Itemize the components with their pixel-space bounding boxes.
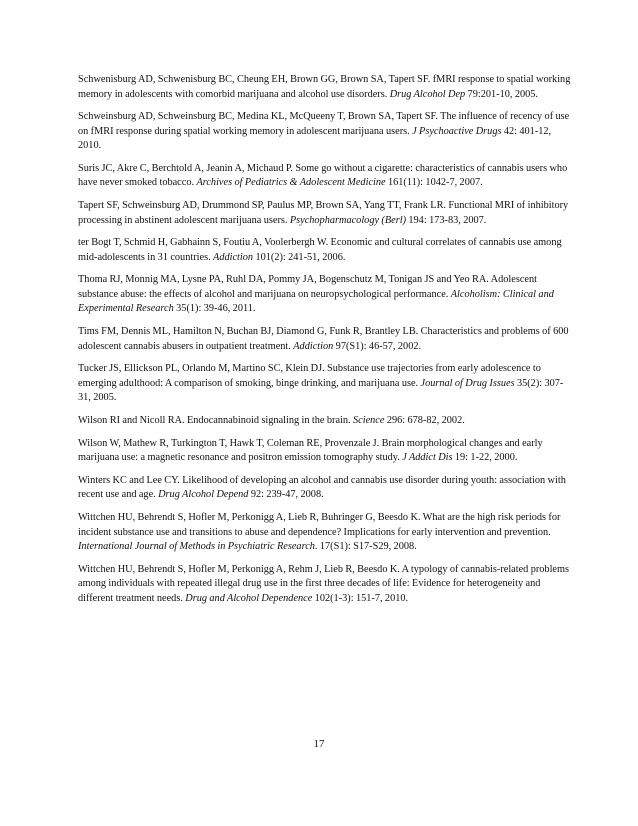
- reference-citation: 79:201-10, 2005.: [465, 88, 539, 100]
- page-number: 17: [313, 738, 325, 750]
- reference-journal: Addiction: [293, 340, 334, 352]
- reference-journal: Alcoholism: Clinical and Experimental Research: [78, 288, 554, 315]
- reference-authors: Wittchen HU, Behrendt S, Hofler M, Perkonigg A, Lieb R, Buhringer G, Beesdo K.: [78, 512, 421, 524]
- reference-citation: . 17(S1): S17-S29, 2008.: [314, 541, 417, 553]
- reference-citation: 35(1): 39-46, 2011.: [173, 303, 256, 315]
- reference-authors: Tims FM, Dennis ML, Hamilton N, Buchan BJ, Diamond G, Funk R, Brantley LB.: [78, 326, 419, 338]
- reference-authors: Winters KC and Lee CY.: [78, 474, 180, 486]
- reference-title: Substance use trajectories from early adolescence to emerging adulthood: A comparison of smoking, binge drinking, and marijuana use.: [78, 363, 541, 389]
- reference-entry: [78, 236, 573, 265]
- reference-entry: [78, 563, 573, 607]
- reference-journal: J Psychoactive Drugs: [412, 125, 502, 137]
- reference-authors: Wilson RI and Nicoll RA.: [78, 415, 185, 426]
- reference-title: fMRI response to spatial working memory in adolescents with comorbid marijuana and alcohol use disorders.: [78, 74, 571, 100]
- reference-entry: [78, 325, 573, 354]
- reference-citation: 296: 678-82, 2002.: [384, 415, 465, 426]
- reference-title: Endocannabinoid signaling in the brain.: [184, 415, 353, 426]
- reference-authors: Schwenisburg AD, Schwenisburg BC, Cheung EH, Brown GG, Brown SA, Tapert SF.: [78, 74, 431, 85]
- reference-journal: International Journal of Methods in Psychiatric Research: [78, 541, 315, 553]
- reference-entry: [78, 162, 573, 191]
- reference-citation: 97(S1): 46-57, 2002.: [333, 340, 422, 352]
- reference-title: Adolescent substance abuse: the effects of alcohol and marijuana on neuropsychological performance.: [78, 274, 537, 300]
- reference-title: What are the high risk periods for incident substance use and transitions to abuse and dependence? Implications for early intervention and prevention.: [78, 512, 561, 538]
- reference-entry: [78, 73, 573, 102]
- reference-list: [78, 73, 573, 614]
- reference-journal: Journal of Drug Issues: [420, 377, 515, 389]
- reference-citation: 161(11): 1042-7, 2007.: [385, 177, 483, 189]
- reference-title: A typology of cannabis-related problems among individuals with repeated illegal drug use in the first three decades of life: Evidence for heterogeneity and different treatment needs.: [78, 563, 570, 604]
- reference-entry: [78, 474, 573, 503]
- reference-journal: J Addict Dis: [402, 452, 453, 464]
- reference-authors: ter Bogt T, Schmid H, Gabhainn S, Foutiu A, Voolerbergh W.: [78, 237, 329, 249]
- reference-title: Economic and cultural correlates of cannabis use among mid-adolescents in 31 countries.: [78, 237, 562, 263]
- reference-title: Some go without a cigarette: characteristics of cannabis users who have never smoked tobacco.: [78, 162, 568, 189]
- reference-title: Brain morphological changes and early marijuana use: a magnetic resonance and positron emission tomography study.: [78, 437, 543, 464]
- reference-citation: 35(2): 307-31, 2005.: [78, 377, 564, 404]
- reference-journal: Drug and Alcohol Dependence: [185, 592, 313, 604]
- reference-citation: 102(1-3): 151-7, 2010.: [312, 592, 409, 604]
- reference-citation: 19: 1-22, 2000.: [452, 452, 518, 464]
- reference-journal: Psychopharmacology (Berl): [289, 214, 407, 226]
- reference-journal: Addiction: [213, 251, 254, 263]
- reference-journal: Drug Alcohol Dep: [389, 88, 466, 100]
- reference-authors: Wilson W, Mathew R, Turkington T, Hawk T, Coleman RE, Provenzale J.: [78, 437, 380, 449]
- reference-entry: [78, 511, 573, 555]
- reference-entry: [78, 437, 573, 466]
- reference-journal: Drug Alcohol Depend: [158, 489, 249, 501]
- reference-authors: Schweinsburg AD, Schweinsburg BC, Medina KL, McQueeny T, Brown SA, Tapert SF.: [78, 111, 438, 123]
- reference-entry: [78, 110, 573, 154]
- reference-citation: 194: 173-83, 2007.: [406, 214, 487, 226]
- reference-authors: Tucker JS, Ellickson PL, Orlando M, Martino SC, Klein DJ.: [78, 363, 325, 375]
- reference-authors: Tapert SF, Schweinsburg AD, Drummond SP, Paulus MP, Brown SA, Yang TT, Frank LR.: [78, 200, 447, 212]
- reference-authors: Suris JC, Akre C, Berchtold A, Jeanin A, Michaud P.: [78, 162, 294, 174]
- reference-title: The influence of recency of use on fMRI response during spatial working memory in adolescent marijuana users.: [78, 111, 570, 137]
- reference-citation: 92: 239-47, 2008.: [248, 489, 324, 501]
- reference-entry: [78, 273, 573, 317]
- reference-title: Likelihood of developing an alcohol and cannabis use disorder during youth: association with recent use and age.: [78, 474, 566, 501]
- reference-journal: Archives of Pediatrics & Adolescent Medicine: [196, 177, 386, 189]
- reference-citation: 101(2): 241-51, 2006.: [253, 251, 346, 263]
- reference-entry: [78, 199, 573, 228]
- reference-citation: 42: 401-12, 2010.: [78, 125, 552, 152]
- reference-entry: [78, 362, 573, 406]
- reference-authors: Wittchen HU, Behrendt S, Hofler M, Perkonigg A, Rehm J, Lieb R, Beesdo K.: [78, 563, 400, 575]
- reference-authors: Thoma RJ, Monnig MA, Lysne PA, Ruhl DA, Pommy JA, Bogenschutz M, Tonigan JS and Yeo RA.: [78, 274, 489, 286]
- reference-title: Characteristics and problems of 600 adolescent cannabis abusers in outpatient treatment.: [78, 326, 569, 352]
- reference-entry: [78, 414, 573, 429]
- reference-title: Functional MRI of inhibitory processing in abstinent adolescent marijuana users.: [78, 200, 569, 226]
- reference-journal: Science: [353, 415, 385, 426]
